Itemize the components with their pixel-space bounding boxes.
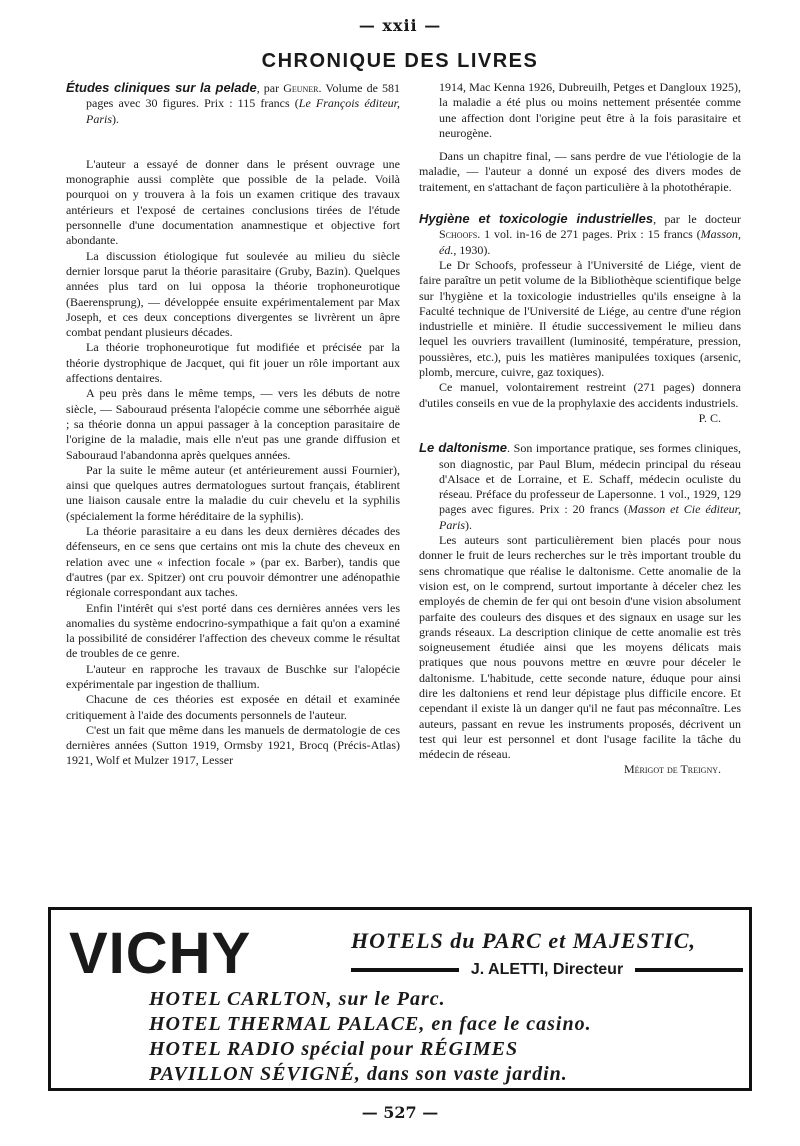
- paragraph: L'auteur a essayé de donner dans le présent ouvrage une monographie aussi complète que possible de la pelade. Voilà pourquoi on y trouvera à la fois un examen critique des travaux antérieurs et l'exposé de certaines conclusions tirées de l'étude personnelle d'une documentation anamnestique et objective fort abondante.: [66, 156, 400, 248]
- divider: [351, 968, 459, 972]
- book-title: Le daltonisme: [419, 440, 508, 456]
- book-title: Hygiène et toxicologie industrielles: [419, 211, 654, 227]
- book-publisher: Masson, éd.: [439, 227, 741, 257]
- signature-author: Mérigot de Treigny.: [624, 762, 721, 777]
- text-fragment: ).: [112, 111, 120, 126]
- ad-line: HOTEL CARLTON, sur le Parc.: [149, 988, 446, 1010]
- paragraph: Les auteurs sont particulièrement bien placés pour nous donner le fruit de leurs recherches sur le très important trouble du sens chromatique que réalise le daltonisme. Cette anomalie de la vision est, on le comprend, surtout importante à déceler chez les employés de chemin de fer qui ont besoin d'une vision absolument parfaite des couleurs des disques et des signaux en usage sur les grands réseaux. La description clinique de cette anomalie est très soigneusement étudiée ainsi que les moyens délicats mais pratiques que nous pouvons mettre en œuvre pour déceler le daltonisme. L'habitude, cette seconde nature, éduque pour ainsi dire les daltoniens et rend leur dépistage plus difficile encore. Et cependant il existe là un danger qu'il ne faut pas méconnaître. Les auteurs, passant en revue les instruments proposés, décrivent un test qui leur est personnel et dont l'usage facilite la tâche du médecin de réseau.: [419, 533, 741, 762]
- paragraph: Chacune de ces théories est exposée en détail et examinée critiquement à l'aide des documents personnels de l'auteur.: [66, 692, 400, 722]
- right-column: [419, 80, 741, 778]
- paragraph: 1914, Mac Kenna 1926, Dubreuilh, Petges et Dangloux 1925), la maladie a été plus ou moins nettement présentée comme une affection dont l'origine peut être à la fois parasitaire et neurogène.: [439, 80, 741, 140]
- text-fragment: , par le docteur: [653, 212, 741, 227]
- paragraph: A peu près dans le même temps, — vers les débuts de notre siècle, — Sabouraud présenta l'alopécie comme une séborrhée aiguë ; sa théorie donna un appui passager à la conception parasitaire de l'origine de la maladie, mais elle n'eut pas une grande diffusion et Sabouraud l'abandonna après quelques années.: [66, 386, 400, 462]
- paragraph: Enfin l'intérêt qui s'est porté dans ces dernières années vers les anomalies du système endocrino-sympathique a fait qu'on a examiné la possibilité de considérer l'affection des cheveux comme le résultat de troubles de ce genre.: [66, 600, 400, 661]
- paragraph: La théorie trophoneurotique fut modifiée et précisée par la théorie dystrophique de Jacquet, qui fit jouer un rôle important aux affections dentaires.: [66, 340, 400, 386]
- book-publisher: Masson et Cie éditeur, Paris: [439, 502, 741, 532]
- signature-initials: P. C.: [698, 410, 721, 425]
- left-column: [66, 80, 400, 769]
- book-publisher: Le François éditeur, Paris: [86, 96, 400, 126]
- book-meta: . 1 vol. in-16 de 271 pages. Prix : 15 francs (: [477, 227, 701, 242]
- ad-director-line: [351, 961, 743, 979]
- paragraph: Le Dr Schoofs, professeur à l'Université de Liége, vient de faire paraître un petit volume de la Bibliothèque scientifique belge sur l'hygiène et la toxicologie industrielles qu'ils enseigne à la Faculté technique de l'Université de Liége, au centre d'une région industrielle et minière. Il étudie successivement le milieu dans lequel les ouvriers travaillent (luminosité, température, pression, poussières, etc.), puis les matières manipulées toxiques (arsenic, plomb, mercure, cuivre, gaz toxiques).: [419, 257, 741, 380]
- book-entry-daltonisme: [419, 440, 741, 533]
- ad-hotels-heading: HOTELS du PARC et MAJESTIC,: [351, 928, 697, 953]
- book-title: Études cliniques sur la pelade: [66, 80, 257, 95]
- text-fragment: , par: [256, 81, 284, 95]
- ad-line: HOTEL RADIO spécial pour RÉGIMES: [149, 1038, 519, 1060]
- book-meta: . Volume de 581 pages avec 30 figures. Prix : 115 francs (: [86, 81, 400, 111]
- book-meta: . Son importance pratique, ses formes cliniques, son diagnostic, par Paul Blum, médecin principal du réseau d'Alsace et de Lorraine, et E. Schaff, médecin oculiste du réseau. Préface du professeur de Lapersonne. 1 vol., 1929, 129 pages avec figures. Prix : 20 francs (: [439, 441, 741, 517]
- ad-line: PAVILLON SÉVIGNÉ, dans son vaste jardin.: [149, 1063, 568, 1085]
- book-author: Schoofs: [439, 227, 478, 242]
- roman-page-number: — xxii —: [358, 16, 442, 35]
- book-entry-pelade: [66, 80, 400, 127]
- ad-brand: VICHY: [69, 921, 252, 986]
- paragraph: L'auteur en rapproche les travaux de Buschke sur l'alopécie expérimentale par ingestion de thallium.: [66, 661, 400, 691]
- text-fragment: ).: [465, 517, 473, 532]
- paragraph: Dans un chapitre final, — sans perdre de vue l'étiologie de la maladie, — l'auteur a donné un exposé des divers modes de traitement, en s'attachant de façon particulière à la photothérapie.: [419, 149, 741, 194]
- book-author: Geuner: [283, 81, 319, 95]
- paragraph: Ce manuel, volontairement restreint (271 pages) donnera d'utiles conseils en vue de la prophylaxie des accidents industriels.: [419, 380, 741, 410]
- divider: [635, 968, 743, 972]
- text-fragment: , 1930).: [453, 242, 491, 257]
- paragraph: Par la suite le même auteur (et antérieurement aussi Fournier), ainsi que quelques autres dermatologues surtout français, établirent une liaison causale entre la maladie du cuir chevelu et la syphilis (spécialement la forme héréditaire de la syphilis).: [66, 462, 400, 523]
- vichy-advertisement: [48, 907, 752, 1091]
- book-entry-hygiene: [419, 211, 741, 258]
- ad-line: HOTEL THERMAL PALACE, en face le casino.: [149, 1013, 592, 1035]
- section-title: CHRONIQUE DES LIVRES: [261, 50, 539, 72]
- paragraph: La théorie parasitaire a eu dans les deux dernières décades des défenseurs, en ce sens que certains ont mis la chute des cheveux en relation avec une « infection focale » (par ex. Barber), tandis que d'autres (par ex. Spitzer) ont cru pouvoir démontrer une adénopathie régionale correspondant aux taches.: [66, 524, 400, 600]
- ad-director: J. ALETTI, Directeur: [470, 961, 624, 978]
- page-number: — 527 —: [361, 1103, 439, 1122]
- paragraph: La discussion étiologique fut soulevée au milieu du siècle dernier lorsque parut la théorie parasitaire (Gruby, Bazin). Quelques années plus tard on lui opposa la théorie trophoneurotique (Baerensprung), — développée ensuite expérimentalement par Max Joseph, et ces deux conceptions divergentes se livrèrent un âpre combat pendant plusieurs décades.: [66, 248, 400, 340]
- paragraph: C'est un fait que même dans les manuels de dermatologie de ces dernières années (Sutton 1919, Ormsby 1921, Brocq (Précis-Atlas) 1921, Wolf et Mulzer 1917, Lesser: [66, 722, 400, 768]
